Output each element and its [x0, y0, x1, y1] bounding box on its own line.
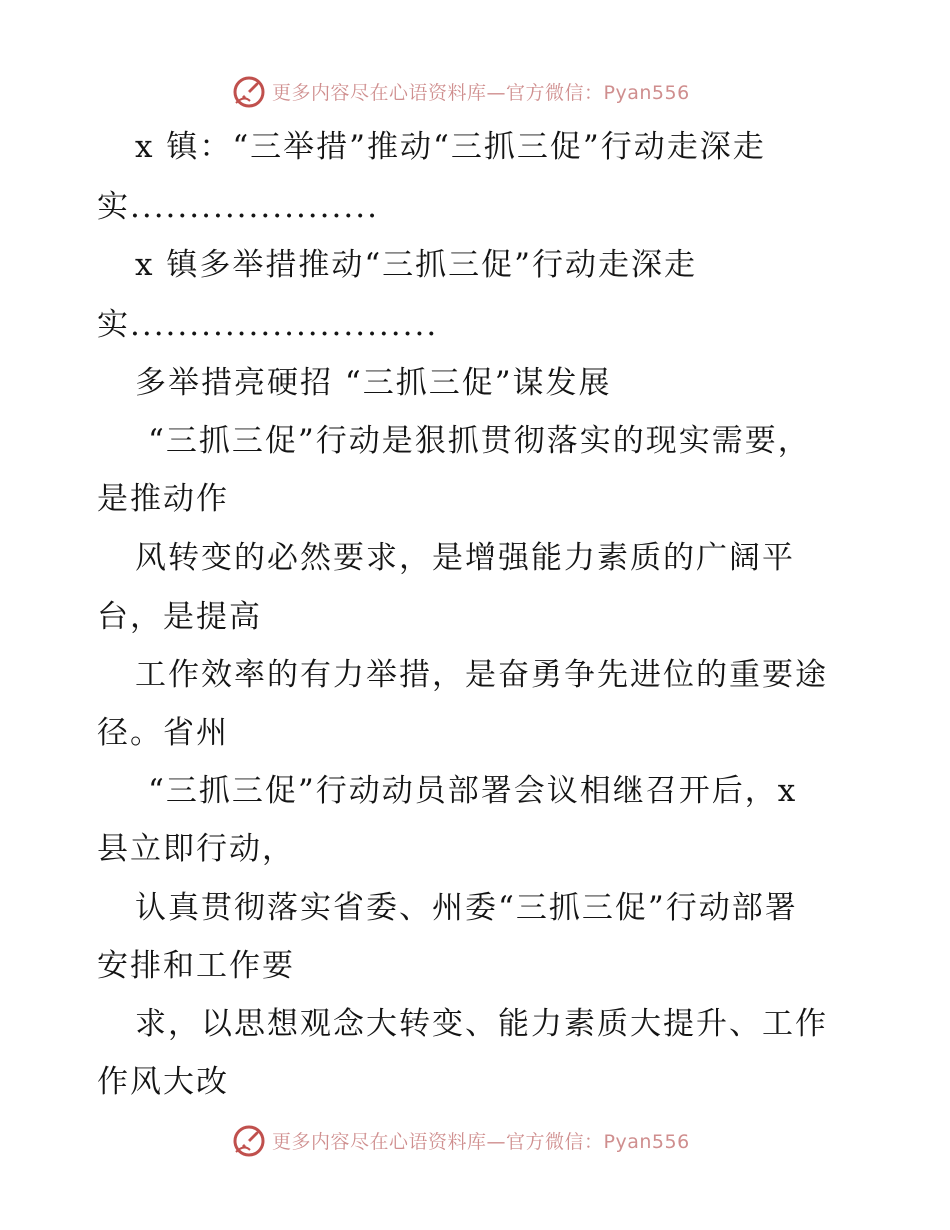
quill-seal-icon	[232, 1122, 268, 1158]
quill-seal-icon	[232, 73, 268, 109]
paragraph-line: 风转变的必然要求，是增强能力素质的广阔平	[135, 540, 795, 576]
paragraph-line: 求，以思想观念大转变、能力素质大提升、工作	[135, 1006, 828, 1042]
section-heading: 多举措亮硬招 “三抓三促”谋发展	[135, 365, 612, 401]
paragraph-line: 认真贯彻落实省委、州委“三抓三促”行动部署	[135, 890, 798, 926]
paragraph-line: 作风大改	[97, 1064, 229, 1100]
watermark-text: 更多内容尽在心语资料库—官方微信：Pyan556	[272, 81, 690, 104]
footer-watermark	[232, 1120, 752, 1160]
paragraph-line: “三抓三促”行动动员部署会议相继召开后，x	[148, 773, 798, 809]
toc-line-1: x 镇：“三举措”推动“三抓三促”行动走深走	[135, 129, 766, 165]
paragraph-line: 径。省州	[97, 715, 229, 751]
toc-line-2-cont: 实..........................	[97, 307, 439, 343]
toc-line-1-cont: 实.....................	[97, 189, 379, 225]
paragraph-line: 工作效率的有力举措，是奋勇争先进位的重要途	[135, 657, 828, 693]
paragraph-line: 是推动作	[97, 481, 229, 517]
paragraph-line: 县立即行动，	[97, 831, 295, 867]
watermark-text: 更多内容尽在心语资料库—官方微信：Pyan556	[272, 1130, 690, 1153]
paragraph-line: “三抓三促”行动是狠抓贯彻落实的现实需要，	[148, 423, 811, 459]
toc-line-2: x 镇多举措推动“三抓三促”行动走深走	[135, 247, 698, 283]
paragraph-line: 安排和工作要	[97, 948, 295, 984]
paragraph-line: 台，是提高	[97, 599, 262, 635]
header-watermark	[232, 71, 752, 111]
